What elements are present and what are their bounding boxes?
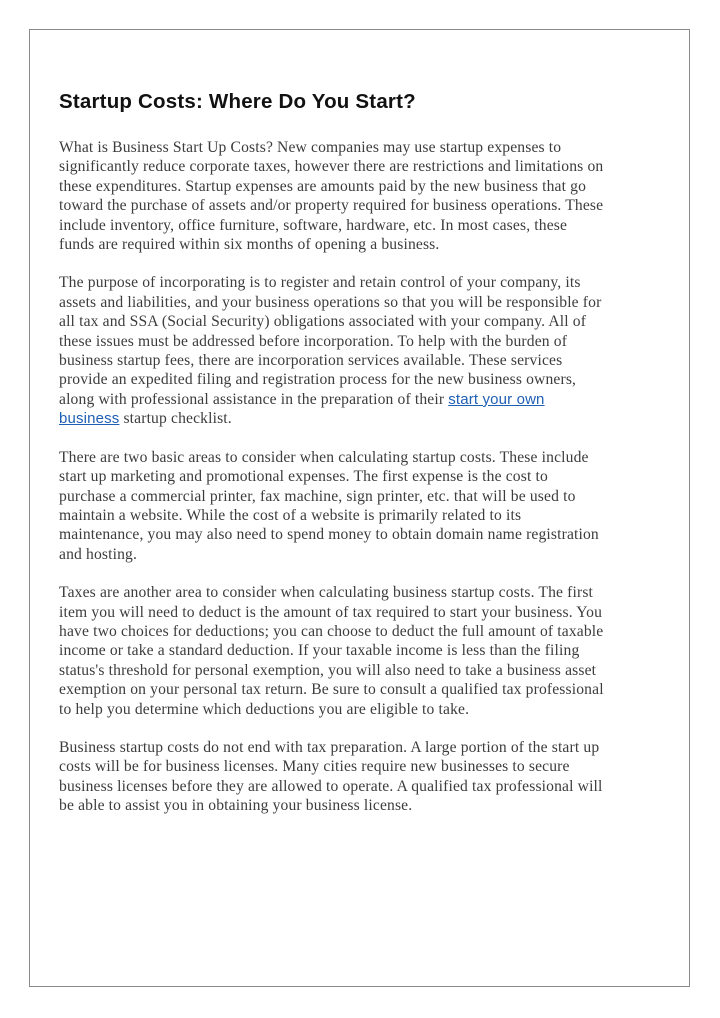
start-your-own-business-link[interactable]: start your own business	[59, 390, 545, 428]
paragraph-startup-costs-intro: What is Business Start Up Costs? New companies may use startup expenses to significantly reduce corporate taxes, however there are restrictions and limitations on these expenditures. Startup expenses are amounts paid by the new business that go toward the purchase of assets and/or property required for business operations. These include inventory, office furniture, software, hardware, etc. In most cases, these funds are required within six months of opening a business.	[59, 139, 604, 254]
document-content	[59, 90, 604, 835]
paragraph-business-licenses: Business startup costs do not end with tax preparation. A large portion of the start up costs will be for business licenses. Many cities require new businesses to secure business licenses before they are allowed to operate. A qualified tax professional will be able to assist you in obtaining your business license.	[59, 738, 603, 815]
paragraph-incorporation	[59, 273, 604, 428]
paragraph-text-before-link: The purpose of incorporating is to register and retain control of your company, its assets and liabilities, and your business operations so that you will be responsible for all tax and SSA (Social Security) obligations associated with your company. All of these issues must be addressed before incorporation. To help with the burden of business startup fees, there are incorporation services available. These services provide an expedited filing and registration process for the new business owners, along with professional assistance in the preparation of their	[59, 274, 602, 408]
page-title: Startup Costs: Where Do You Start?	[59, 90, 416, 113]
paragraph-marketing-costs: There are two basic areas to consider when calculating startup costs. These include start up marketing and promotional expenses. The first expense is the cost to purchase a commercial printer, fax machine, sign printer, etc. that will be used to maintain a website. While the cost of a website is primarily related to its maintenance, you may also need to spend money to obtain domain name registration and hosting.	[59, 448, 599, 563]
paragraph-text-after-link: startup checklist.	[119, 410, 232, 428]
paragraph-taxes: Taxes are another area to consider when calculating business startup costs. The first item you will need to deduct is the amount of tax required to start your business. You have two choices for deductions; you can choose to deduct the full amount of taxable income or take a standard deduction. If your taxable income is less than the filing status's threshold for personal exemption, you will also need to take a business asset exemption on your personal tax return. Be sure to consult a qualified tax professional to help you determine which deductions you are eligible to take.	[59, 584, 604, 718]
